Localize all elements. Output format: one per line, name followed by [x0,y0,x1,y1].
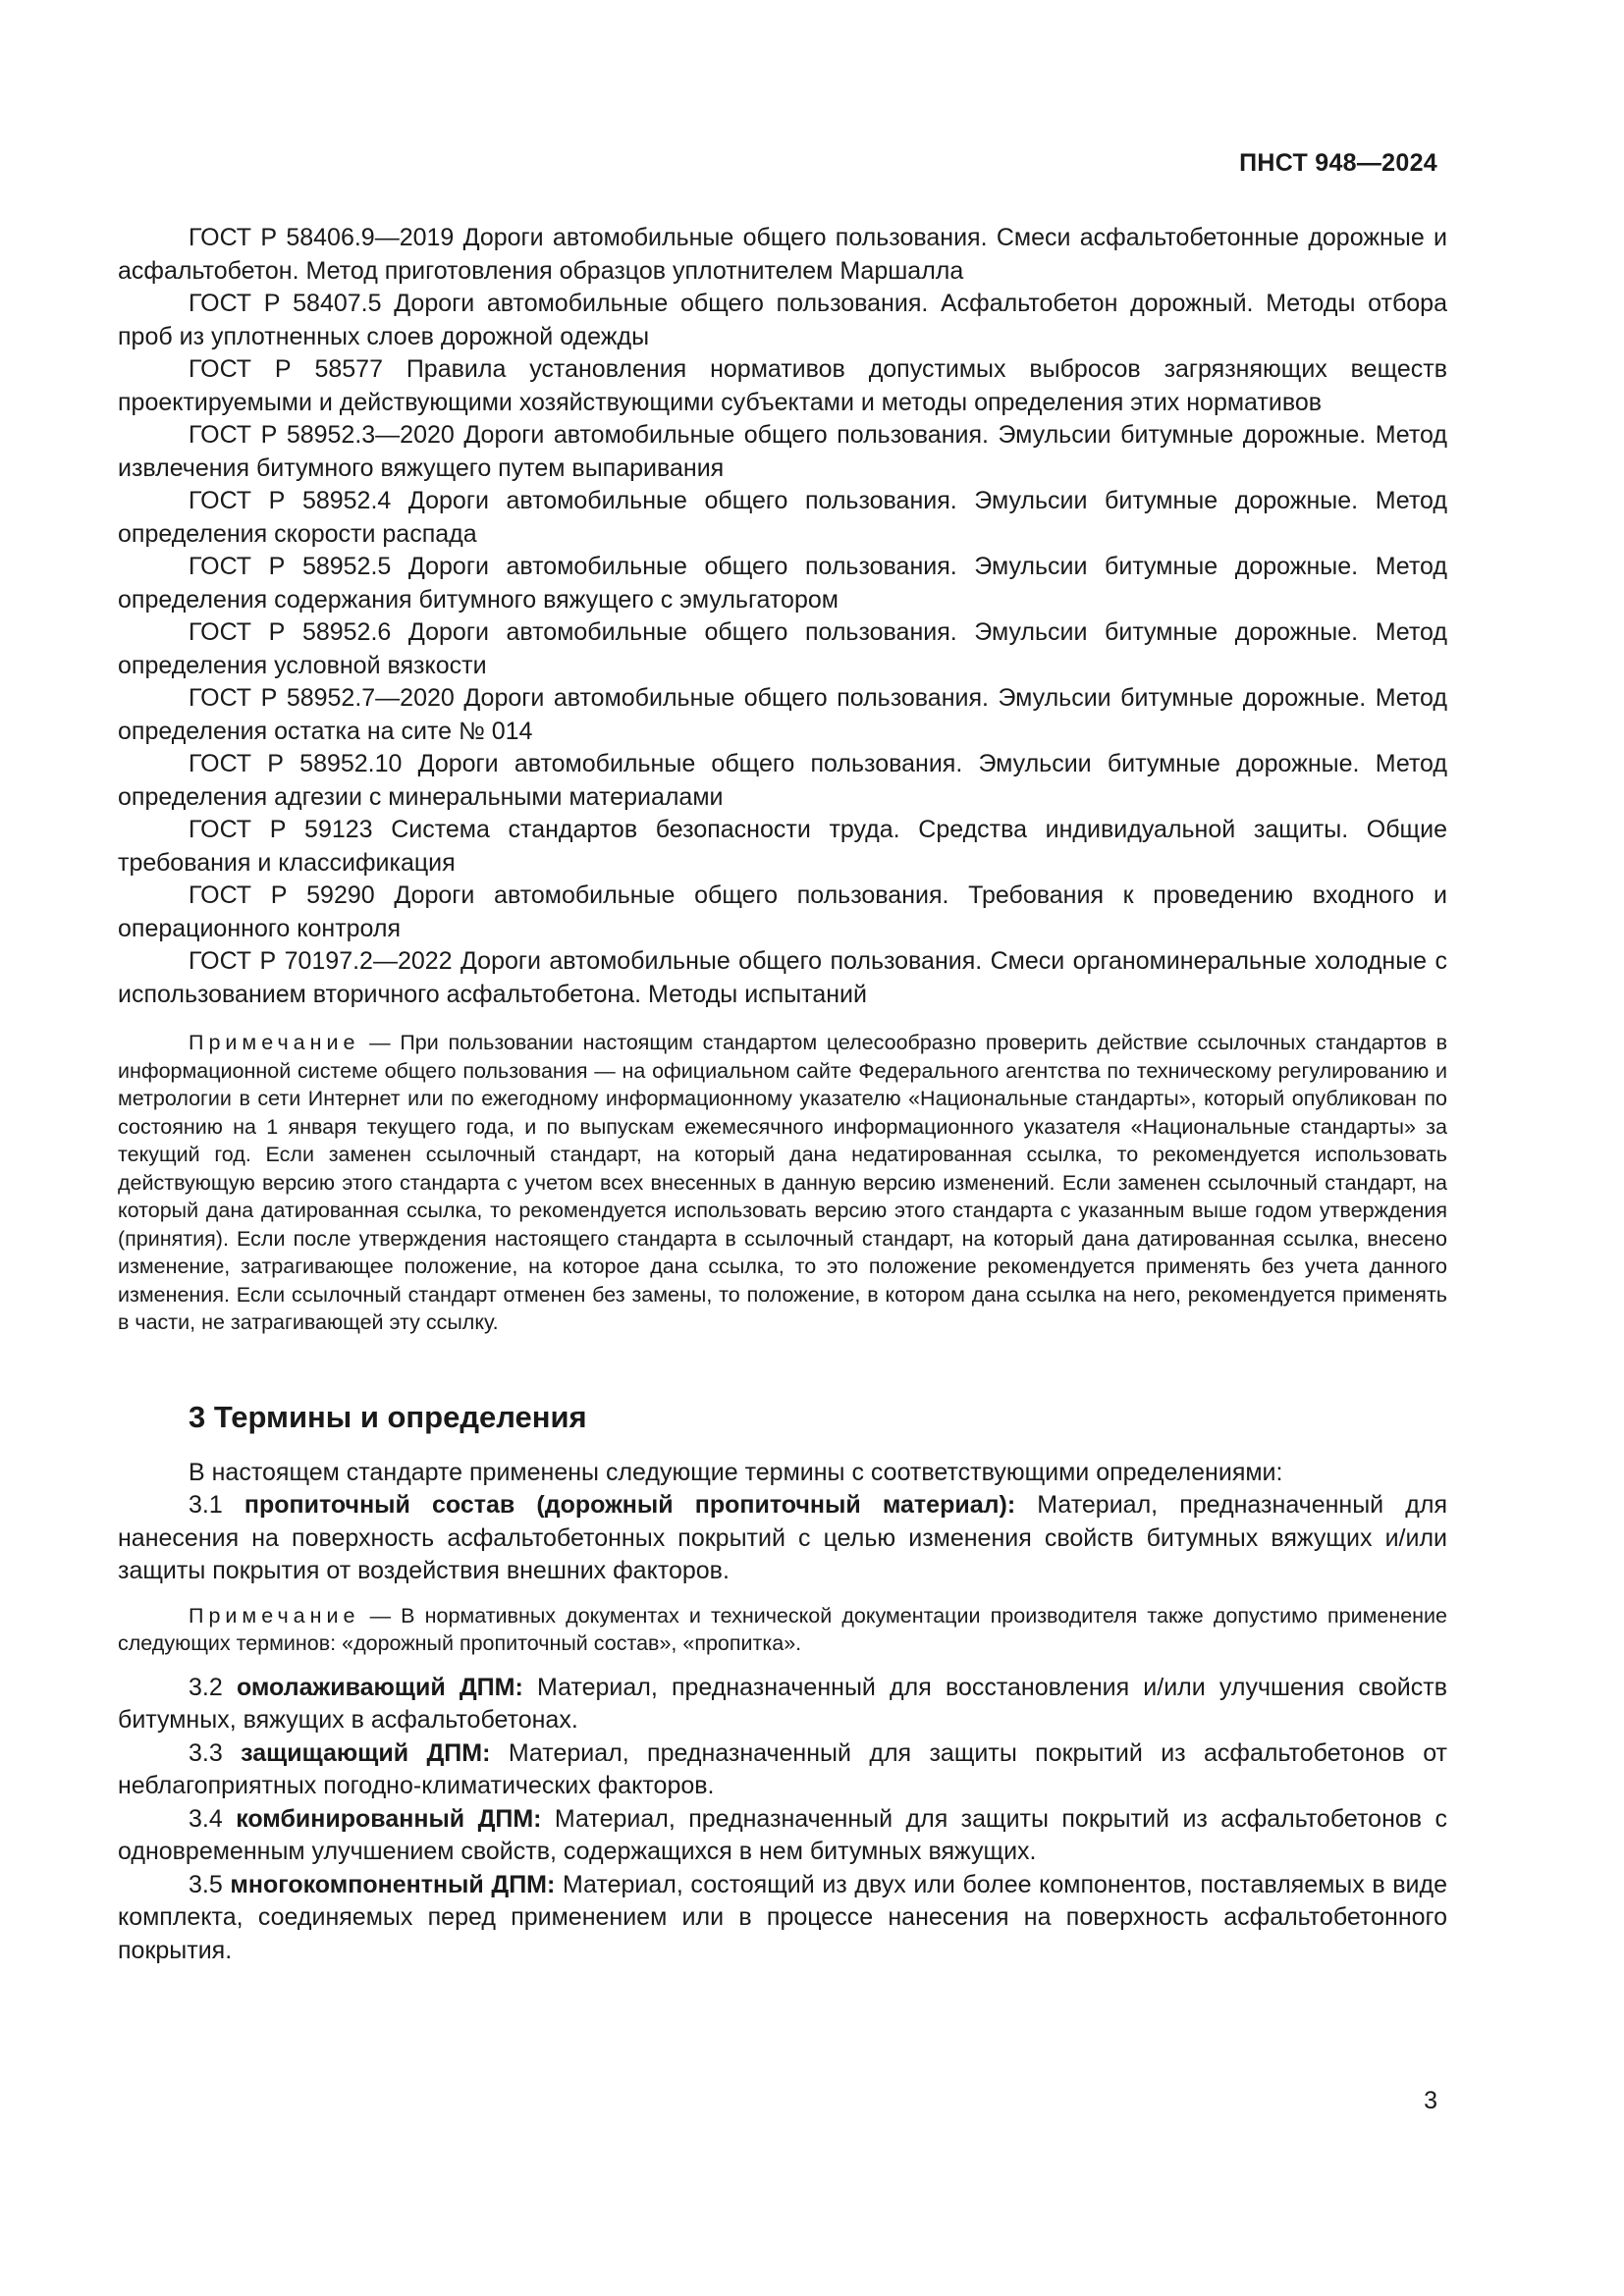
term-text: Материал, предназначенный для защиты покрытий из асфальтобетонов с одновременным улучшением свойств, содержащихся в нем битумных вяжущих. [118,1804,1447,1865]
section-intro: В настоящем стандарте применены следующие термины с соответствующими определениями: [189,1458,1283,1486]
reference-item: ГОСТ Р 58952.7—2020 Дороги автомобильные общего пользования. Эмульсии битумные дорожные. Метод определения остатка на сите № 014 [118,684,1447,745]
reference-item: ГОСТ Р 58952.5 Дороги автомобильные общего пользования. Эмульсии битумные дорожные. Метод определения содержания битумного вяжущего с эмульгатором [118,553,1447,614]
term-definition [118,1803,1447,1869]
reference-item: ГОСТ Р 58577 Правила установления нормативов допустимых выбросов загрязняющих веществ проектируемыми и действующими хозяйствующими субъектами и методы определения этих нормативов [118,355,1447,416]
term-name: омолаживающий ДПМ: [236,1673,523,1701]
term-text: Материал, предназначенный для защиты покрытий из асфальтобетонов от неблагоприятных погодно-климатических факторов. [118,1738,1448,1799]
references-note [118,1029,1447,1337]
page-number: 3 [1424,2087,1437,2114]
term-note [118,1602,1447,1658]
term-text: Материал, предназначенный для нанесения на поверхность асфальтобетонных покрытий с целью изменения свойств битумных вяжущих и/или защиты покрытия от воздействия внешних факторов. [118,1491,1447,1584]
reference-item: ГОСТ Р 58952.4 Дороги автомобильные общего пользования. Эмульсии битумные дорожные. Метод определения скорости распада [118,487,1447,548]
page-content [118,222,1447,1967]
term-number: 3.4 [189,1804,237,1833]
term-text: Материал, состоящий из двух или более компонентов, поставляемых в виде комплекта, соединяемых перед применением или в процессе нанесения на поверхность асфальтобетонного покрытия. [118,1870,1448,1964]
term-definition [118,1489,1447,1588]
term-definition [118,1672,1447,1737]
term-number: 3.5 [189,1870,231,1898]
note-label: Примечание [189,1031,360,1054]
note-label: Примечание [189,1603,360,1628]
term-text: Материал, предназначенный для восстановления и/или улучшения свойств битумных, вяжущих в асфальтобетонах. [118,1673,1448,1734]
term-number: 3.2 [189,1673,237,1701]
section-title: 3 Термины и определения [189,1399,587,1434]
note-text: — При пользовании настоящим стандартом целесообразно проверить действие ссылочных стандартов в информационной системе общего пользования — на официальном сайте Федерального агентства по техническому регулированию и метрологии в сети Интернет или по ежегодному информационному указателю «Национальные стандарты», который опубликован по состоянию на 1 января текущего года, и по выпускам ежемесячного информационного указателя «Национальные стандарты» за текущий год. Если заменен ссылочный стандарт, на который дана недатированная ссылка, то рекомендуется использовать действующую версию этого стандарта с учетом всех внесенных в данную версию изменений. Если заменен ссылочный стандарт, на который дана датированная ссылка, то рекомендуется использовать версию этого стандарта с указанным выше годом утверждения (принятия). Если после утверждения настоящего стандарта в ссылочный стандарт, на который дана датированная ссылка, внесено изменение, затрагивающее положение, на которое дана ссылка, то это положение рекомендуется применять без учета данного изменения. Если ссылочный стандарт отменен без замены, то положение, в котором дана ссылка на него, рекомендуется применять в части, не затрагивающей эту ссылку. [118,1031,1447,1334]
reference-item: ГОСТ Р 59123 Система стандартов безопасности труда. Средства индивидуальной защиты. Общие требования и классификация [118,816,1447,877]
reference-item: ГОСТ Р 58952.3—2020 Дороги автомобильные общего пользования. Эмульсии битумные дорожные. Метод извлечения битумного вяжущего путем выпаривания [118,421,1447,482]
term-number: 3.3 [189,1738,242,1767]
document-code: ПНСТ 948—2024 [1239,149,1437,177]
term-definition [118,1737,1447,1803]
reference-item: ГОСТ Р 58406.9—2019 Дороги автомобильные общего пользования. Смеси асфальтобетонные дорожные и асфальтобетон. Метод приготовления образцов уплотнителем Маршалла [118,224,1447,285]
term-name: пропиточный состав (дорожный пропиточный материал): [244,1491,1016,1519]
term-name: комбинированный ДПМ: [236,1804,542,1833]
reference-item: ГОСТ Р 58407.5 Дороги автомобильные общего пользования. Асфальтобетон дорожный. Методы отбора проб из уплотненных слоев дорожной одежды [118,290,1447,350]
term-number: 3.1 [189,1491,244,1519]
reference-item: ГОСТ Р 58952.10 Дороги автомобильные общего пользования. Эмульсии битумные дорожные. Метод определения адгезии с минеральными материалами [118,750,1447,811]
note-text: — В нормативных документах и технической документации производителя также допустимо применение следующих терминов: «дорожный пропиточный состав», «пропитка». [118,1603,1447,1655]
term-name: защищающий ДПМ: [241,1738,491,1767]
reference-item: ГОСТ Р 59290 Дороги автомобильные общего пользования. Требования к проведению входного и операционного контроля [118,881,1447,942]
term-name: многокомпонентный ДПМ: [230,1870,556,1898]
reference-list [118,222,1447,1011]
reference-item: ГОСТ Р 58952.6 Дороги автомобильные общего пользования. Эмульсии битумные дорожные. Метод определения условной вязкости [118,618,1447,679]
reference-item: ГОСТ Р 70197.2—2022 Дороги автомобильные общего пользования. Смеси органоминеральные холодные с использованием вторичного асфальтобетона. Методы испытаний [118,947,1447,1008]
term-definition [118,1869,1447,1968]
